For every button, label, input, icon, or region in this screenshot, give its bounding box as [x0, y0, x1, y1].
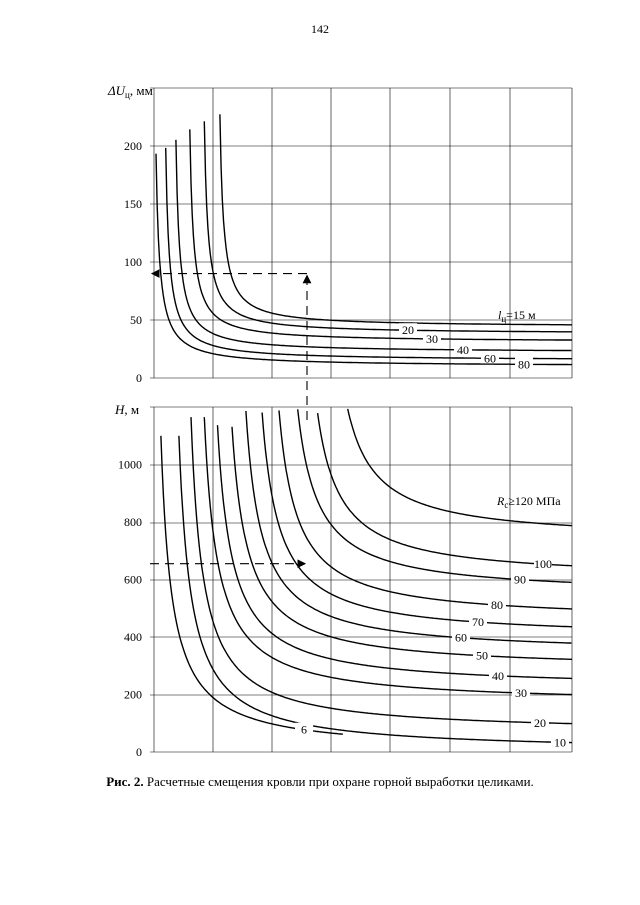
curve-value-label: 30	[515, 686, 527, 701]
caption-prefix: Рис. 2.	[106, 774, 144, 789]
series-curve	[204, 417, 572, 694]
chart-displacement	[107, 83, 572, 385]
grid-top	[150, 88, 572, 378]
curve-param-label-bottom: $R_с\ge 120$ МПа	[497, 494, 561, 510]
curve-value-label: 90	[514, 572, 526, 587]
curve-value-label: 30	[426, 331, 438, 346]
curve-value-label: 6	[301, 722, 307, 737]
curve-value-label: 80	[491, 598, 503, 613]
y-axis-title-top: $\Delta U_ц$, мм	[108, 83, 153, 100]
curves-top	[156, 114, 572, 364]
chart-depth	[114, 402, 572, 759]
figure-caption	[0, 774, 640, 790]
curve-value-label: 20	[534, 715, 546, 730]
y-tick-label: 1000	[118, 457, 142, 472]
y-ticks-top	[124, 139, 142, 385]
curve-value-label: 40	[457, 342, 469, 357]
page-number: 142	[311, 22, 329, 36]
y-axis-title-bottom: H, м	[115, 402, 140, 417]
curve-value-label: 20	[402, 323, 414, 338]
series-curve	[348, 409, 572, 526]
series-curve	[262, 413, 572, 630]
series-curve	[156, 154, 572, 365]
y-tick-label: 50	[130, 313, 142, 327]
curve-value-label: 60	[455, 630, 467, 645]
y-tick-label: 0	[136, 745, 142, 759]
curve-value-label: 40	[492, 668, 504, 683]
y-tick-label: 800	[124, 515, 142, 529]
series-curve	[191, 417, 572, 723]
reading-example	[150, 274, 307, 564]
y-tick-label: 600	[124, 572, 142, 587]
curve-value-label: 50	[476, 648, 488, 663]
curve-value-label: 80	[518, 357, 530, 372]
y-tick-label: 100	[124, 255, 142, 269]
series-curve	[246, 411, 572, 643]
series-curve	[204, 121, 572, 331]
curve-value-label: 100	[534, 557, 552, 572]
curve-param-label-top: $l_ц=15$ м	[498, 308, 536, 324]
y-tick-label: 200	[124, 139, 142, 153]
curves-bottom	[161, 409, 572, 743]
curve-value-label: 70	[472, 615, 484, 630]
caption-text: Расчетные смещения кровли при охране горной выработки целиками.	[143, 774, 534, 789]
curve-value-label: 60	[484, 351, 496, 366]
y-tick-label: 400	[124, 630, 142, 644]
y-ticks-bottom	[118, 458, 142, 760]
y-tick-label: 200	[124, 687, 142, 702]
curve-value-label: 10	[554, 735, 566, 750]
curve-labels-bottom	[295, 557, 569, 749]
y-tick-label: 150	[124, 197, 142, 211]
y-tick-label: 0	[136, 371, 142, 385]
